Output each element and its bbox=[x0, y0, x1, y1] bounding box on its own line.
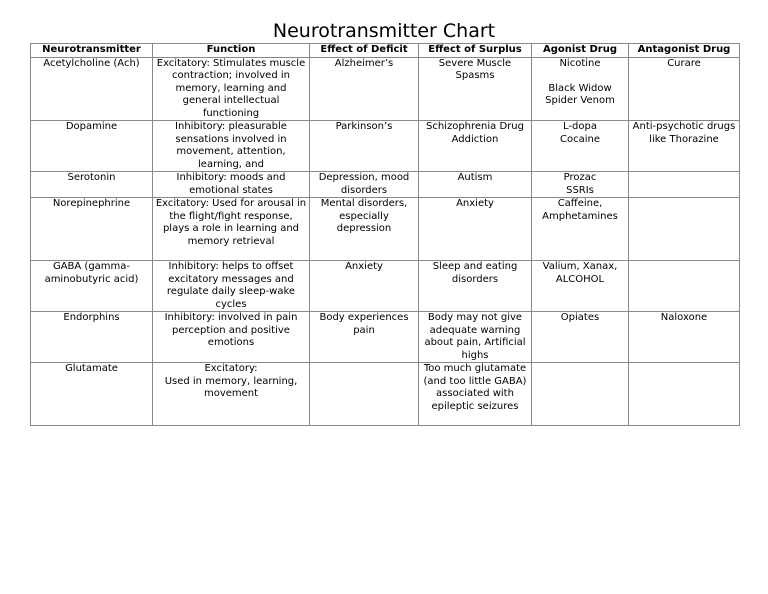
deficit-cell bbox=[310, 363, 419, 426]
surplus-cell: Schizophrenia Drug Addiction bbox=[419, 121, 532, 172]
table-row bbox=[31, 363, 740, 426]
table-row bbox=[31, 57, 740, 121]
neurotransmitter-cell: GABA (gamma-aminobutyric acid) bbox=[31, 261, 153, 312]
deficit-cell: Depression, mood disorders bbox=[310, 172, 419, 198]
neurotransmitter-cell: Acetylcholine (Ach) bbox=[31, 57, 153, 121]
deficit-cell: Body experiences pain bbox=[310, 312, 419, 363]
function-line: Used in memory, learning, movement bbox=[164, 375, 298, 399]
antagonist-cell bbox=[629, 172, 740, 198]
agonist-cell bbox=[532, 57, 629, 121]
function-cell: Inhibitory: helps to offset excitatory messages and regulate daily sleep-wake cycles bbox=[153, 261, 310, 312]
surplus-cell: Body may not give adequate warning about pain, Artificial highs bbox=[419, 312, 532, 363]
surplus-cell: Too much glutamate (and too little GABA) associated with epileptic seizures bbox=[419, 363, 532, 426]
surplus-cell: Severe Muscle Spasms bbox=[419, 57, 532, 121]
table-row bbox=[31, 172, 740, 198]
agonist-line: Cocaine bbox=[560, 133, 600, 145]
agonist-cell bbox=[532, 172, 629, 198]
function-cell: Inhibitory: involved in pain perception and positive emotions bbox=[153, 312, 310, 363]
table-row bbox=[31, 261, 740, 312]
surplus-cell: Autism bbox=[419, 172, 532, 198]
neurotransmitter-cell: Serotonin bbox=[31, 172, 153, 198]
table-row bbox=[31, 121, 740, 172]
function-cell: Excitatory: Stimulates muscle contraction; involved in memory, learning and general intellectual functioning bbox=[153, 57, 310, 121]
antagonist-cell bbox=[629, 363, 740, 426]
agonist-cell: Valium, Xanax, ALCOHOL bbox=[532, 261, 629, 312]
agonist-line: Prozac bbox=[563, 172, 597, 183]
header-neurotransmitter: Neurotransmitter bbox=[31, 44, 153, 58]
table-row bbox=[31, 312, 740, 363]
agonist-line: Black Widow Spider Venom bbox=[545, 82, 615, 106]
header-antagonist-drug: Antagonist Drug bbox=[629, 44, 740, 58]
function-cell: Inhibitory: pleasurable sensations involved in movement, attention, learning, and bbox=[153, 121, 310, 172]
agonist-line: SSRIs bbox=[566, 184, 594, 196]
table-row bbox=[31, 198, 740, 261]
header-agonist-drug: Agonist Drug bbox=[532, 44, 629, 58]
function-line: Excitatory: bbox=[204, 363, 258, 374]
header-effect-of-surplus: Effect of Surplus bbox=[419, 44, 532, 58]
antagonist-cell bbox=[629, 198, 740, 261]
agonist-cell: Caffeine, Amphetamines bbox=[532, 198, 629, 261]
deficit-cell: Parkinson’s bbox=[310, 121, 419, 172]
table-header-row bbox=[31, 44, 740, 58]
agonist-line: Nicotine bbox=[559, 57, 601, 69]
deficit-cell: Anxiety bbox=[310, 261, 419, 312]
function-cell bbox=[153, 363, 310, 426]
neurotransmitter-table bbox=[30, 43, 740, 426]
neurotransmitter-cell: Endorphins bbox=[31, 312, 153, 363]
agonist-line: L-dopa bbox=[563, 121, 597, 132]
neurotransmitter-cell: Glutamate bbox=[31, 363, 153, 426]
page-title: Neurotransmitter Chart bbox=[272, 20, 496, 42]
header-function: Function bbox=[153, 44, 310, 58]
header-effect-of-deficit: Effect of Deficit bbox=[310, 44, 419, 58]
deficit-cell: Mental disorders, especially depression bbox=[310, 198, 419, 261]
antagonist-cell bbox=[629, 261, 740, 312]
agonist-cell: Opiates bbox=[532, 312, 629, 363]
surplus-cell: Anxiety bbox=[419, 198, 532, 261]
function-cell: Inhibitory: moods and emotional states bbox=[153, 172, 310, 198]
neurotransmitter-cell: Norepinephrine bbox=[31, 198, 153, 261]
agonist-cell bbox=[532, 363, 629, 426]
antagonist-cell: Curare bbox=[629, 57, 740, 121]
antagonist-cell: Naloxone bbox=[629, 312, 740, 363]
deficit-cell: Alzheimer’s bbox=[310, 57, 419, 121]
neurotransmitter-cell: Dopamine bbox=[31, 121, 153, 172]
function-cell: Excitatory: Used for arousal in the flight/fight response, plays a role in learning and memory retrieval bbox=[153, 198, 310, 261]
surplus-cell: Sleep and eating disorders bbox=[419, 261, 532, 312]
antagonist-cell: Anti-psychotic drugs like Thorazine bbox=[629, 121, 740, 172]
agonist-cell bbox=[532, 121, 629, 172]
